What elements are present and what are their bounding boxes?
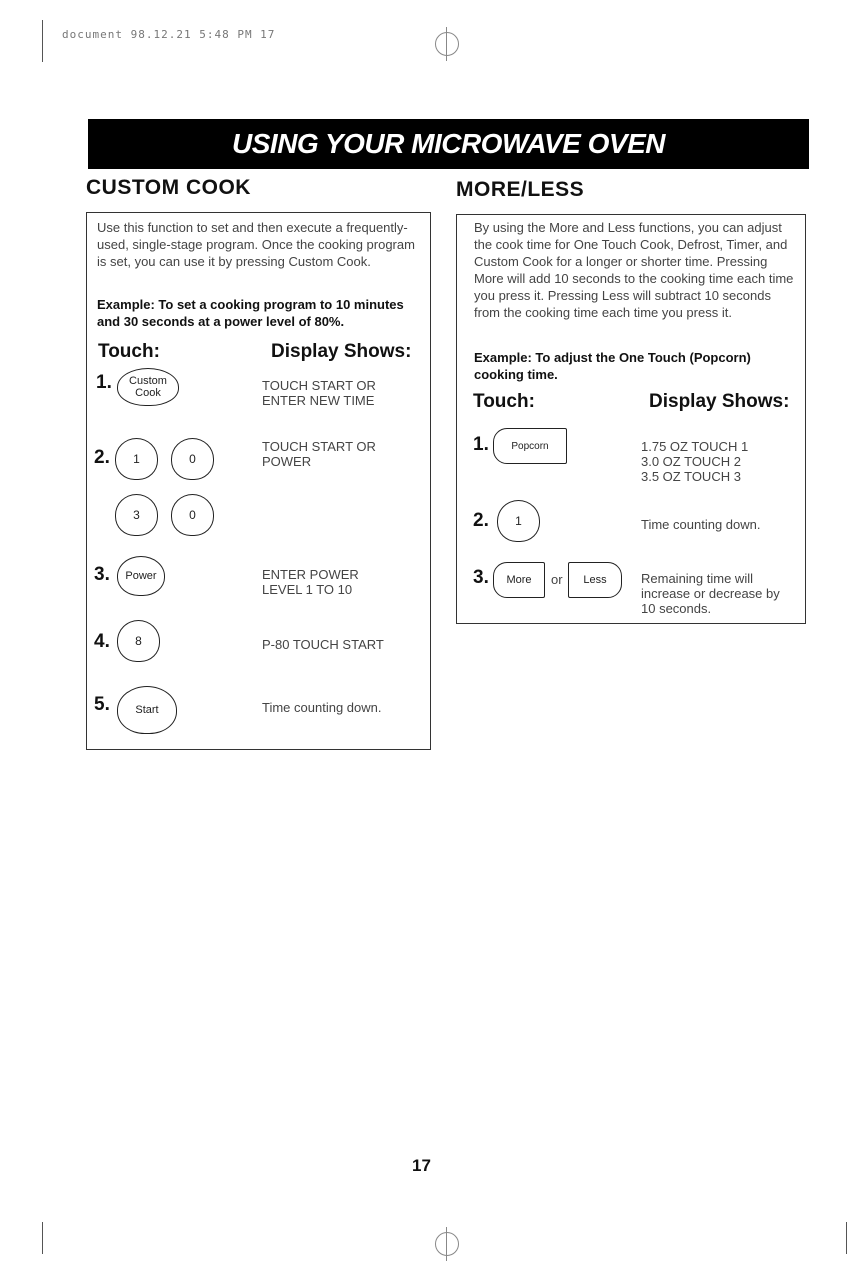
step-number: 3. — [94, 564, 110, 585]
display-lines — [641, 439, 781, 484]
digit-3-key[interactable]: 3 — [115, 494, 158, 536]
step-number: 4. — [94, 631, 110, 652]
page-number: 17 — [412, 1156, 431, 1175]
step-number: 3. — [473, 567, 489, 588]
step-number: 2. — [94, 447, 110, 468]
step-number: 5. — [94, 694, 110, 715]
more-less-display-header: Display Shows: — [649, 391, 790, 412]
start-key[interactable]: Start — [117, 686, 177, 734]
digit-1-key[interactable]: 1 — [497, 500, 540, 542]
page-banner: USING YOUR MICROWAVE OVEN — [88, 119, 809, 169]
more-less-title: MORE/LESS — [456, 178, 585, 201]
registration-mark-icon — [435, 1232, 459, 1256]
custom-cook-example: Example: To set a cooking program to 10 minutes and 30 seconds at a power level of 80%. — [97, 297, 404, 329]
crop-mark — [42, 20, 43, 62]
digit-8-key[interactable]: 8 — [117, 620, 160, 662]
digit-0-key[interactable]: 0 — [171, 494, 214, 536]
popcorn-key[interactable]: Popcorn — [493, 428, 567, 464]
more-less-example: Example: To adjust the One Touch (Popcorn) cooking time. — [474, 350, 751, 382]
step-number: 1. — [96, 372, 112, 393]
display-line: 3.5 OZ TOUCH 3 — [641, 469, 741, 484]
step-number: 2. — [473, 510, 489, 531]
more-less-touch-header: Touch: — [473, 391, 535, 412]
custom-cook-display-header: Display Shows: — [271, 341, 412, 362]
digit-0-key[interactable]: 0 — [171, 438, 214, 480]
custom-cook-panel — [86, 212, 431, 750]
display-text: ENTER POWER LEVEL 1 TO 10 — [262, 567, 359, 597]
crop-mark — [42, 1222, 43, 1254]
display-text: Time counting down. — [262, 700, 382, 715]
step-number: 1. — [473, 434, 489, 455]
custom-cook-title: CUSTOM COOK — [86, 176, 251, 199]
print-slug: document 98.12.21 5:48 PM 17 — [62, 28, 276, 41]
display-line: 3.0 OZ TOUCH 2 — [641, 454, 741, 469]
display-text: Remaining time will increase or decrease by 10 seconds. — [641, 571, 780, 616]
custom-cook-touch-header: Touch: — [98, 341, 160, 362]
digit-1-key[interactable]: 1 — [115, 438, 158, 480]
less-key[interactable]: Less — [568, 562, 622, 598]
display-line: 1.75 OZ TOUCH 1 — [641, 439, 749, 454]
display-text: TOUCH START OR POWER — [262, 439, 376, 469]
display-text: Time counting down. — [641, 517, 761, 532]
more-less-intro: By using the More and Less functions, you can adjust the cook time for One Touch Cook, Defrost, Timer, and Custom Cook for a longer or shorter time. Pressing More will add 10 seconds to the cooking time each time you press it. Pressing Less will subtract 10 seconds from the cooking time each time you press it. — [474, 220, 794, 320]
power-key[interactable]: Power — [117, 556, 165, 596]
crop-mark — [846, 1222, 847, 1254]
display-text: P-80 TOUCH START — [262, 637, 384, 652]
custom-cook-key[interactable]: Custom Cook — [117, 368, 179, 406]
custom-cook-intro: Use this function to set and then execute a frequently-used, single-stage program. Once the cooking program is set, you can use it by pressing Custom Cook. — [97, 220, 415, 269]
more-key[interactable]: More — [493, 562, 545, 598]
or-label: or — [551, 572, 563, 587]
registration-mark-icon — [435, 32, 459, 56]
display-text: TOUCH START OR ENTER NEW TIME — [262, 378, 376, 408]
